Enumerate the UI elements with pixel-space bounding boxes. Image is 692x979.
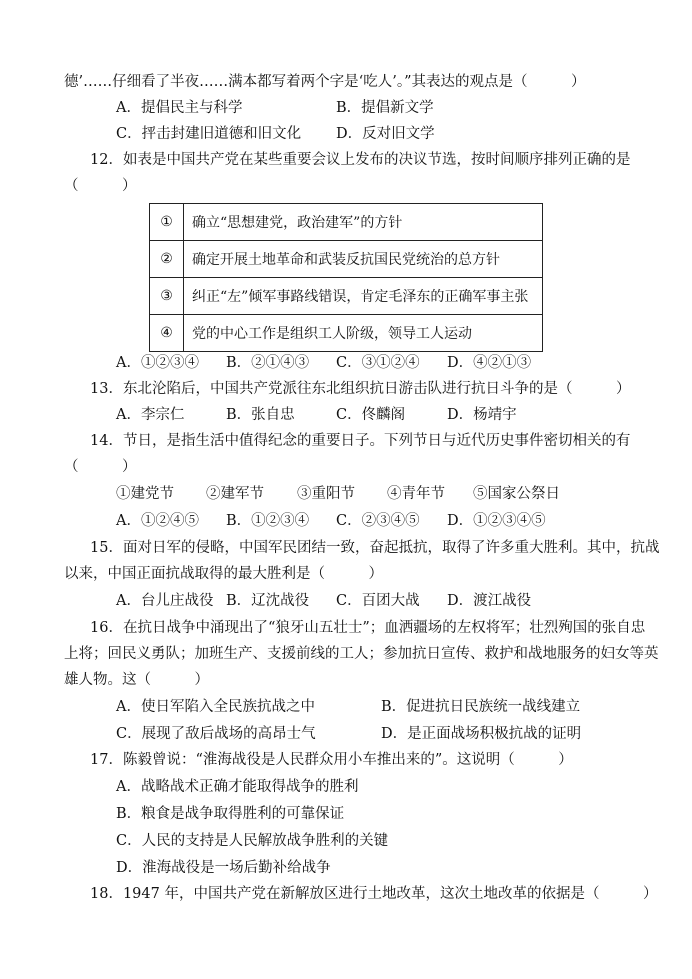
q15-option-c[interactable]: C．百团大战 [336,593,420,609]
q11-stem-tail: 德’……仔细看了半夜……满本都写着两个字是‘吃人’。”其表达的观点是（ ） [64,74,586,90]
table-cell-text: 纠正“左”倾军事路线错误，肯定毛泽东的正确军事主张 [184,278,543,315]
q15-option-b[interactable]: B．辽沈战役 [226,593,310,609]
q14-item-3: ③重阳节 [297,486,355,502]
q11-option-b[interactable]: B．提倡新文学 [336,100,434,116]
q14-stem: 14．节日，是指生活中值得纪念的重要日子。下列节日与近代历史事件密切相关的有 [90,433,631,449]
q12-option-a[interactable]: A．①②③④ [116,355,199,371]
table-cell-text: 确立“思想建党，政治建军”的方针 [184,204,543,241]
q16-option-c[interactable]: C．展现了敌后战场的高昂士气 [116,726,316,742]
q16-stem-cont-1: 上将；回民义勇队；加班生产、支援前线的工人；参加抗日宣传、救护和战地服务的妇女等英 [64,646,659,662]
q11-option-a[interactable]: A．提倡民主与科学 [116,100,243,116]
q14-item-5: ⑤国家公祭日 [473,486,560,502]
q18-stem: 18．1947 年，中国共产党在新解放区进行土地改革，这次土地改革的依据是（ ） [90,886,658,902]
q17-option-d[interactable]: D．淮海战役是一场后勤补给战争 [116,860,331,876]
table-cell-num: ② [150,241,184,278]
q14-option-d[interactable]: D．①②③④⑤ [447,513,546,529]
table-cell-num: ④ [150,315,184,352]
q14-item-2: ②建军节 [206,486,264,502]
q14-item-1: ①建党节 [116,486,174,502]
q14-option-b[interactable]: B．①②③④ [226,513,310,529]
q13-option-a[interactable]: A．李宗仁 [116,407,185,423]
q13-option-d[interactable]: D．杨靖宇 [447,407,517,423]
q13-option-c[interactable]: C．佟麟阁 [336,407,406,423]
q17-option-b[interactable]: B．粮食是战争取得胜利的可靠保证 [116,806,345,822]
q12-stem-bracket: （ ） [64,178,137,194]
q15-option-a[interactable]: A．台儿庄战役 [116,593,214,609]
q17-stem: 17．陈毅曾说：“淮海战役是人民群众用小车推出来的”。这说明（ ） [90,752,573,768]
q12-option-c[interactable]: C．③①②④ [336,355,420,371]
q15-option-d[interactable]: D．渡江战役 [447,593,532,609]
q12-option-b[interactable]: B．②①④③ [226,355,310,371]
q16-option-a[interactable]: A．使日军陷入全民族抗战之中 [116,699,315,715]
q16-option-b[interactable]: B．促进抗日民族统一战线建立 [381,699,581,715]
q14-option-a[interactable]: A．①②④⑤ [116,513,199,529]
q12-resolution-table [149,203,543,352]
table-row [150,278,543,315]
table-cell-num: ① [150,204,184,241]
table-cell-num: ③ [150,278,184,315]
q15-stem: 15．面对日军的侵略，中国军民团结一致，奋起抵抗，取得了许多重大胜利。其中，抗战 [90,540,660,556]
table-row [150,315,543,352]
q14-item-4: ④青年节 [387,486,445,502]
q16-stem: 16．在抗日战争中涌现出了“狼牙山五壮士”；血洒疆场的左权将军；壮烈殉国的张自忠 [90,620,646,636]
q12-option-d[interactable]: D．④②①③ [447,355,532,371]
q12-stem: 12．如表是中国共产党在某些重要会议上发布的决议节选，按时间顺序排列正确的是 [90,152,631,168]
table-cell-text: 党的中心工作是组织工人阶级，领导工人运动 [184,315,543,352]
table-row [150,241,543,278]
q16-option-d[interactable]: D．是正面战场积极抗战的证明 [381,726,582,742]
q17-option-a[interactable]: A．战略战术正确才能取得战争的胜利 [116,779,359,795]
q14-option-c[interactable]: C．②③④⑤ [336,513,420,529]
table-row [150,204,543,241]
q17-option-c[interactable]: C．人民的支持是人民解放战争胜利的关键 [116,833,389,849]
q13-option-b[interactable]: B．张自忠 [226,407,295,423]
q14-stem-bracket: （ ） [64,459,137,475]
q15-stem-cont: 以来，中国正面抗战取得的最大胜利是（ ） [64,566,383,582]
q11-option-c[interactable]: C．抨击封建旧道德和旧文化 [116,126,302,142]
q16-stem-cont-2: 雄人物。这（ ） [64,672,209,688]
q13-stem: 13．东北沦陷后，中国共产党派往东北组织抗日游击队进行抗日斗争的是（ ） [90,381,631,397]
q11-option-d[interactable]: D．反对旧文学 [336,126,435,142]
table-cell-text: 确定开展土地革命和武装反抗国民党统治的总方针 [184,241,543,278]
